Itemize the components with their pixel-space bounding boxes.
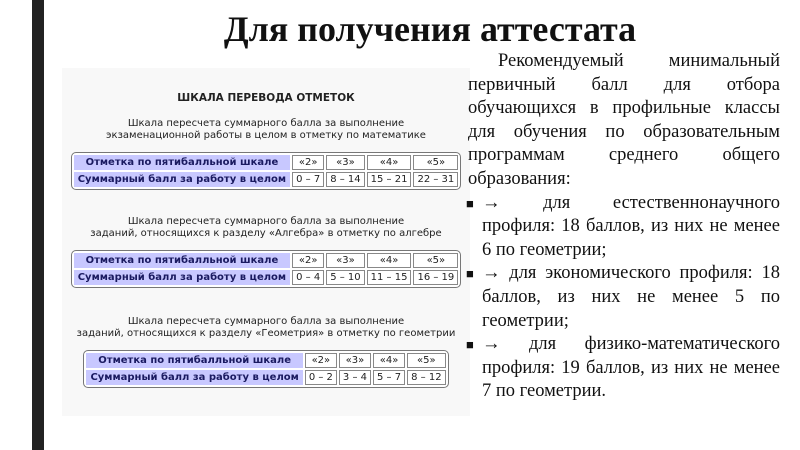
scale-caption: [62, 316, 470, 340]
intro-paragraph: Рекомендуемый минимальный первичный балл для отбора обучающихся в профильные классы для обучения по образовательным программам среднего общего образования:: [468, 51, 780, 189]
range-cell: 3 – 4: [339, 370, 371, 385]
range-cell: 5 – 7: [373, 370, 405, 385]
table-row: [74, 172, 459, 187]
grade-cell: «2»: [305, 353, 337, 368]
grade-cell: «4»: [373, 353, 405, 368]
bullet-square-icon: ■: [466, 266, 474, 282]
bullet-text: → для экономического профиля: 18 баллов, из них не менее 5 по геометрии;: [482, 263, 780, 331]
bullet-square-icon: ■: [466, 195, 474, 211]
range-cell: 15 – 21: [367, 172, 412, 187]
bullet-text: → для естественнонаучного профиля: 18 баллов, из них не менее 6 по геометрии;: [482, 192, 780, 260]
grade-cell: «2»: [292, 253, 324, 268]
scale-caption: [62, 216, 470, 240]
range-cell: 5 – 10: [326, 270, 364, 285]
row-label: Отметка по пятибалльной шкале: [74, 253, 290, 268]
slide-title: Для получения аттестата: [223, 9, 637, 49]
range-cell: 11 – 15: [367, 270, 412, 285]
caption-line: Шкала пересчета суммарного балла за выполнение: [127, 118, 405, 129]
scale-caption: [62, 118, 470, 142]
row-label: Отметка по пятибалльной шкале: [86, 353, 302, 368]
bullet-item: [468, 192, 780, 263]
scale-table: [71, 152, 462, 190]
caption-line: экзаменационной работы в целом в отметку по математике: [106, 130, 426, 141]
recommendation-text: [468, 50, 780, 404]
row-label: Суммарный балл за работу в целом: [74, 172, 290, 187]
row-label: Отметка по пятибалльной шкале: [74, 155, 290, 170]
grade-cell: «3»: [326, 253, 364, 268]
table-row: [86, 370, 445, 385]
scale-table: [71, 250, 462, 288]
grade-cell: «3»: [326, 155, 364, 170]
range-cell: 16 – 19: [413, 270, 458, 285]
accent-bar: [32, 0, 44, 450]
range-cell: 8 – 12: [407, 370, 445, 385]
range-cell: 0 – 2: [305, 370, 337, 385]
table-row: [74, 253, 459, 268]
grade-cell: «5»: [413, 253, 458, 268]
caption-line: Шкала пересчета суммарного балла за выполнение: [127, 216, 405, 227]
bullet-square-icon: ■: [466, 337, 474, 353]
grade-cell: «5»: [413, 155, 458, 170]
grade-cell: «3»: [339, 353, 371, 368]
grade-scale-image: [62, 68, 470, 416]
table-row: [86, 353, 445, 368]
grade-cell: «2»: [292, 155, 324, 170]
grade-cell: «5»: [407, 353, 445, 368]
table-row: [74, 155, 459, 170]
grade-cell: «4»: [367, 155, 412, 170]
range-cell: 22 – 31: [413, 172, 458, 187]
row-label: Суммарный балл за работу в целом: [74, 270, 290, 285]
caption-line: Шкала пересчета суммарного балла за выполнение: [127, 316, 405, 327]
caption-line: заданий, относящихся к разделу «Алгебра» в отметку по алгебре: [90, 228, 442, 239]
bullet-item: [468, 333, 780, 404]
caption-line: заданий, относящихся к разделу «Геометрия» в отметку по геометрии: [76, 328, 456, 339]
bullet-text: → для физико-математического профиля: 19 баллов, из них не менее 7 по геометрии.: [482, 334, 780, 402]
range-cell: 8 – 14: [326, 172, 364, 187]
row-label: Суммарный балл за работу в целом: [86, 370, 302, 385]
range-cell: 0 – 7: [292, 172, 324, 187]
scale-table: [83, 350, 448, 388]
grade-cell: «4»: [367, 253, 412, 268]
range-cell: 0 – 4: [292, 270, 324, 285]
scale-heading: ШКАЛА ПЕРЕВОДА ОТМЕТОК: [177, 92, 355, 104]
bullet-item: [468, 262, 780, 333]
table-row: [74, 270, 459, 285]
